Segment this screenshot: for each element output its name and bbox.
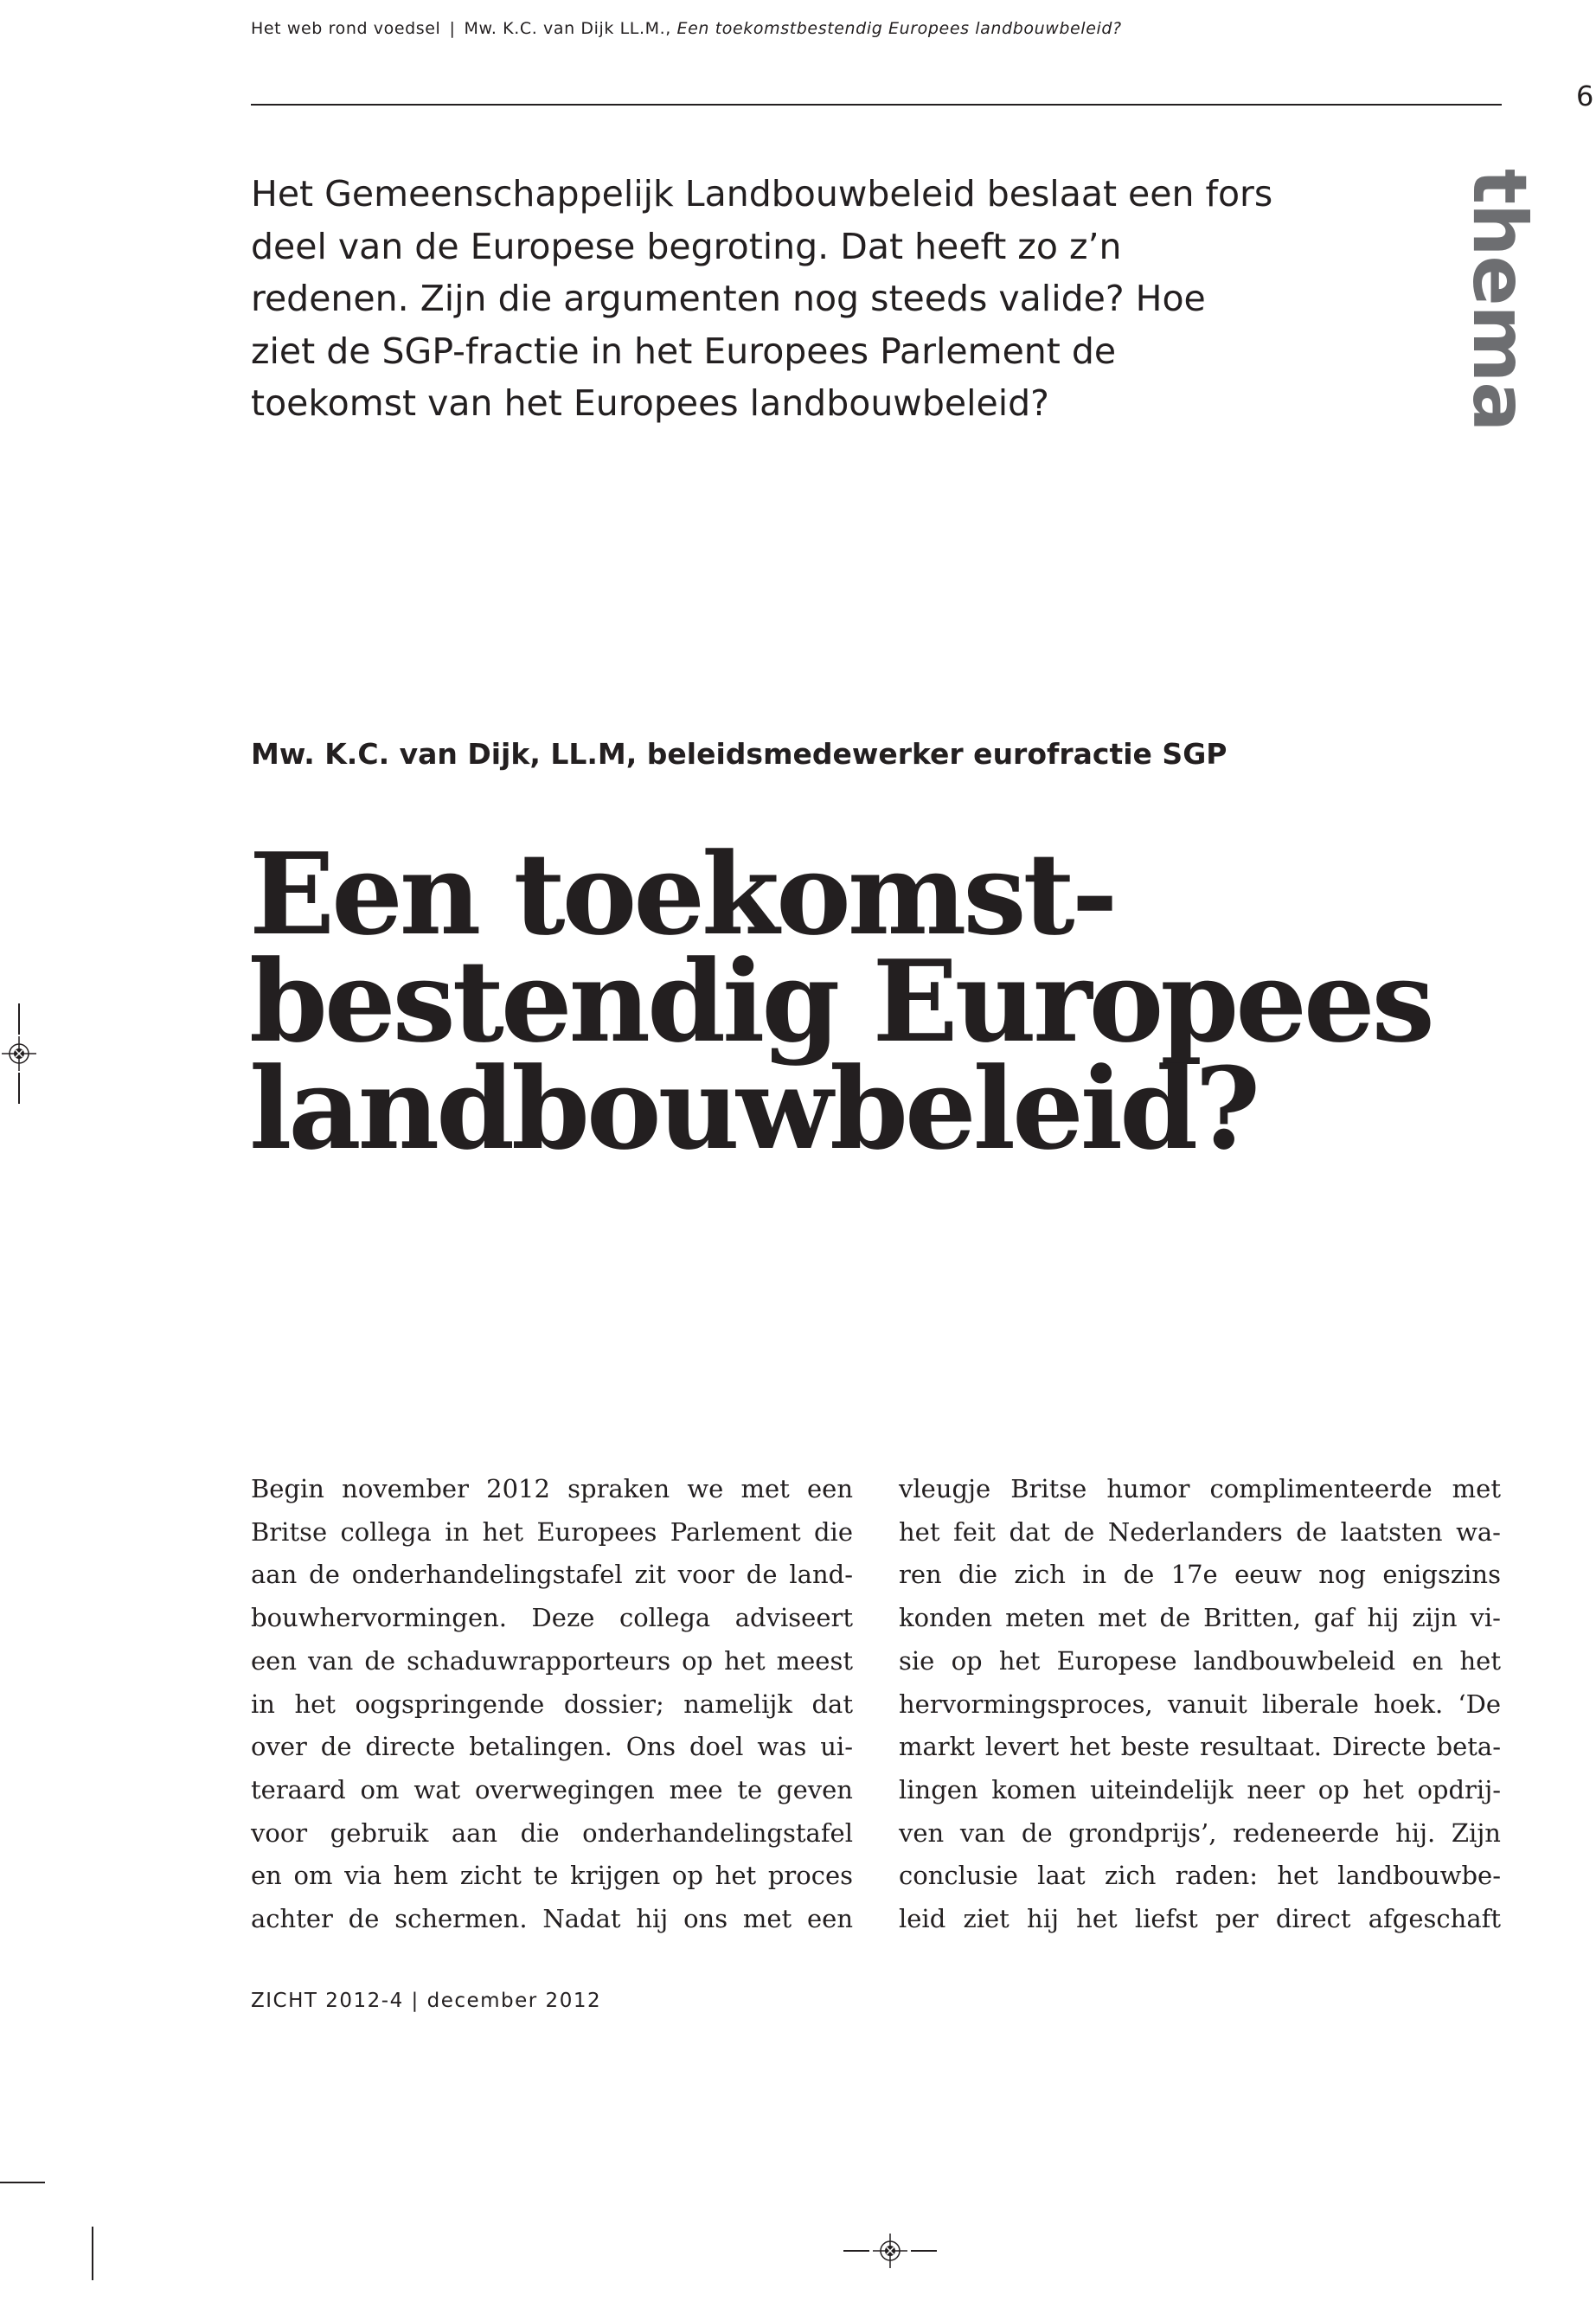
body-line: een van de schaduwrapporteurs op het meest (251, 1645, 853, 1676)
body-column-left (251, 1468, 853, 1941)
running-head-separator: | (449, 19, 456, 38)
lead-line: redenen. Zijn die argumenten nog steeds valide? Hoe (251, 278, 1206, 319)
body-line: lingen komen uiteindelijk neer op het opdrij- (899, 1774, 1501, 1804)
body-line: achter de schermen. Nadat hij ons met een (251, 1904, 853, 1934)
title-line: bestendig Europees (249, 935, 1432, 1067)
lead-paragraph (251, 168, 1273, 430)
body-line: konden meten met de Britten, gaf hij zijn vi- (899, 1603, 1501, 1633)
crop-mark (92, 2227, 93, 2280)
lead-line: deel van de Europese begroting. Dat heeft zo z’n (251, 225, 1122, 267)
running-head (251, 19, 1202, 38)
crop-mark (18, 1073, 20, 1104)
header-rule (251, 104, 1502, 106)
body-line: sie op het Europese landbouwbeleid en het (899, 1645, 1501, 1676)
body-line: teraard om wat overwegingen mee te geven (251, 1774, 853, 1804)
page-number: 6 (1576, 80, 1594, 112)
running-head-publication: Het web rond voedsel (251, 19, 441, 38)
body-line: en om via hem zicht te krijgen op het proces (251, 1861, 853, 1891)
title-line: landbouwbeleid? (249, 1042, 1258, 1175)
crop-mark (843, 2250, 869, 2252)
running-head-article-title: Een toekomstbestendig Europees landbouwbeleid? (676, 19, 1122, 38)
crop-mark (0, 2182, 45, 2183)
crop-mark (18, 1003, 20, 1035)
body-line: Begin november 2012 spraken we met een (251, 1474, 853, 1503)
article-title (249, 828, 1495, 1175)
lead-line: toekomst van het Europees landbouwbeleid? (251, 382, 1049, 424)
body-line: aan de onderhandelingstafel zit voor de land- (251, 1560, 853, 1590)
lead-line: ziet de SGP-fractie in het Europees Parlement de (251, 330, 1117, 372)
crop-mark (911, 2250, 937, 2252)
body-line: voor gebruik aan die onderhandelingstafel (251, 1817, 853, 1848)
body-line: het feit dat de Nederlanders de laatsten wa- (899, 1516, 1501, 1547)
body-line: vleugje Britse humor complimenteerde met (899, 1474, 1501, 1503)
body-line: bouwhervormingen. Deze collega adviseert (251, 1603, 853, 1633)
body-line: over de directe betalingen. Ons doel was ui- (251, 1732, 853, 1762)
byline: Mw. K.C. van Dijk, LL.M, beleidsmedewerker eurofractie SGP (251, 737, 1227, 771)
running-head-author: Mw. K.C. van Dijk LL.M., (464, 19, 671, 38)
title-line: Een toekomst- (249, 828, 1115, 960)
body-line: in het oogspringende dossier; namelijk dat (251, 1689, 853, 1719)
body-line: markt levert het beste resultaat. Directe beta- (899, 1732, 1501, 1762)
body-line: conclusie laat zich raden: het landbouwbe- (899, 1861, 1501, 1891)
page-footer: ZICHT 2012-4 | december 2012 (251, 1990, 602, 2012)
body-line: hervormingsproces, vanuit liberale hoek. ‘De (899, 1689, 1501, 1719)
registration-mark-icon (2, 1036, 36, 1071)
body-line: leid ziet hij het liefst per direct afgeschaft (899, 1904, 1501, 1934)
body-line: ren die zich in de 17e eeuw nog enigszins (899, 1560, 1501, 1590)
lead-line: Het Gemeenschappelijk Landbouwbeleid beslaat een fors (251, 173, 1273, 215)
body-line: ven van de grondprijs’, redeneerde hij. Zijn (899, 1817, 1501, 1848)
body-line: Britse collega in het Europees Parlement die (251, 1516, 853, 1547)
body-column-right (899, 1468, 1501, 1941)
registration-mark-icon (873, 2234, 907, 2268)
section-label: thema (1456, 169, 1542, 432)
